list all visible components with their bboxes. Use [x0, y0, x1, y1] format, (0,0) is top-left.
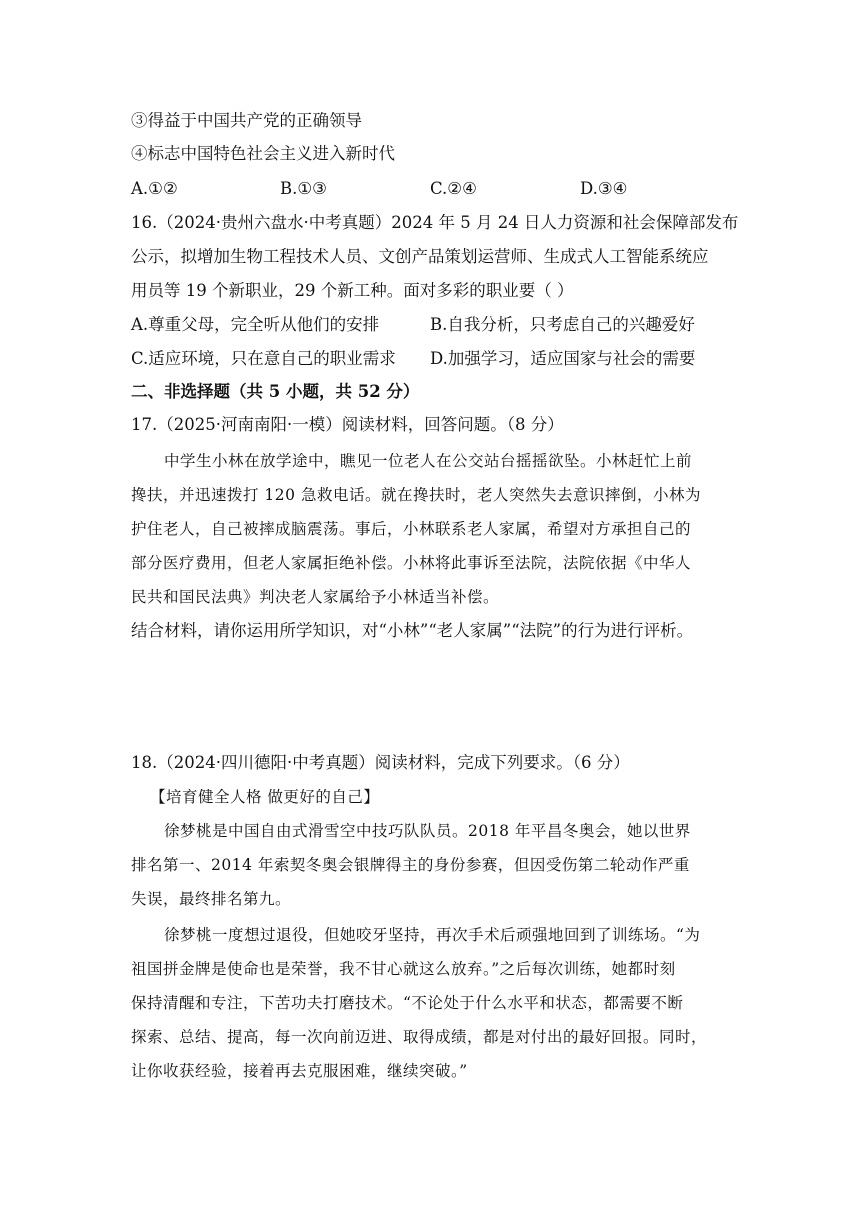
q15-item-3: ③得益于中国共产党的正确领导: [131, 111, 362, 130]
q16-option-a: A.尊重父母，完全听从他们的安排: [131, 315, 380, 334]
q18-header: 18.（2024·四川德阳·中考真题）阅读材料，完成下列要求。（6 分）: [131, 753, 630, 772]
q16-line-3: 用员等 19 个新职业，29 个新工种。面对多彩的职业要（ ）: [131, 281, 574, 300]
q15-option-b: B.①③: [280, 179, 327, 198]
q18-subtitle: 【培育健全人格 做更好的自己】: [150, 788, 380, 806]
q15-option-a: A.①②: [131, 179, 178, 198]
q18-para2-line-4: 探索、总结、提高，每一次向前迈进、取得成绩，都是对付出的最好回报。同时，: [131, 1028, 708, 1046]
q18-para1-line-3: 失误，最终排名第九。: [131, 890, 292, 908]
q17-question: 结合材料，请你运用所学知识，对“小林”“老人家属”“法院”的行为进行评析。: [131, 621, 694, 640]
q17-material-line-2: 搀扶，并迅速拨打 120 急救电话。就在搀扶时，老人突然失去意识摔倒，小林为: [131, 486, 701, 504]
q17-header: 17.（2025·河南南阳·一模）阅读材料，回答问题。（8 分）: [131, 415, 564, 434]
q18-para2-line-5: 让你收获经验，接着再去克服困难，继续突破。”: [131, 1062, 468, 1080]
section-2-heading: 二、非选择题（共 5 小题，共 52 分）: [131, 382, 420, 401]
q18-para1-line-2: 排名第一、2014 年索契冬奥会银牌得主的身份参赛，但因受伤第二轮动作严重: [131, 856, 690, 874]
q17-material-line-3: 护住老人，自己被摔成脑震荡。事后，小林联系老人家属，希望对方承担自己的: [131, 520, 692, 538]
q18-para1-line-1: 徐梦桃是中国自由式滑雪空中技巧队队员。2018 年平昌冬奥会，她以世界: [164, 822, 691, 840]
q16-option-b: B.自我分析，只考虑自己的兴趣爱好: [430, 315, 695, 334]
q16-option-d: D.加强学习，适应国家与社会的需要: [430, 349, 696, 368]
q16-line-1: 16.（2024·贵州六盘水·中考真题）2024 年 5 月 24 日人力资源和社会保障部发布: [131, 213, 739, 232]
q15-option-d: D.③④: [580, 179, 628, 198]
q18-para2-line-3: 保持清醒和专注，下苦功夫打磨技术。“不论处于什么水平和状态，都需要不断: [131, 994, 684, 1012]
q16-option-c: C.适应环境，只在意自己的职业需求: [131, 349, 396, 368]
q17-material-line-1: 中学生小林在放学途中，瞧见一位老人在公交站台摇摇欲坠。小林赶忙上前: [164, 452, 693, 470]
q18-para2-line-2: 祖国拼金牌是使命也是荣誉，我不甘心就这么放弃。”之后每次训练，她都时刻: [131, 960, 676, 978]
q15-option-c: C.②④: [430, 179, 477, 198]
q15-item-4: ④标志中国特色社会主义进入新时代: [131, 144, 395, 163]
q17-material-line-5: 民共和国民法典》判决老人家属给予小林适当补偿。: [131, 588, 500, 606]
q16-line-2: 公示，拟增加生物工程技术人员、文创产品策划运营师、生成式人工智能系统应: [131, 247, 709, 266]
q18-para2-line-1: 徐梦桃一度想过退役，但她咬牙坚持，再次手术后顽强地回到了训练场。“为: [164, 926, 701, 944]
q17-material-line-4: 部分医疗费用，但老人家属拒绝补偿。小林将此事诉至法院，法院依据《中华人: [131, 554, 692, 572]
